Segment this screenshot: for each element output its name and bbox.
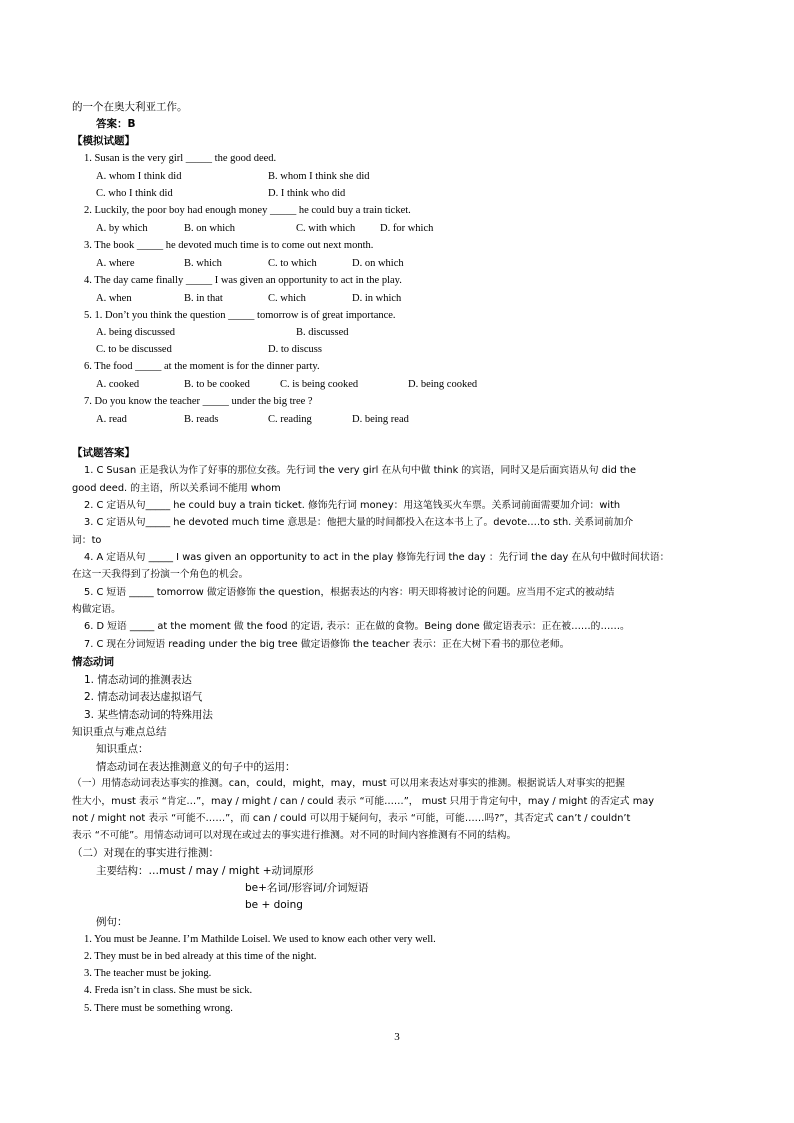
question-stem: 2. Luckily, the poor boy had enough money _____ he could buy a train ticket.	[84, 205, 411, 216]
modal-list-item: 3. 某些情态动词的特殊用法	[84, 709, 213, 721]
question-option: A. read	[96, 414, 127, 425]
mock-exam-header: 【模拟试题】	[72, 135, 135, 147]
question-option: B. whom I think she did	[268, 171, 370, 182]
answer-line: 7. C 现在分词短语 reading under the big tree 做定语修饰 the teacher 表示：正在大树下看书的那位老师。	[84, 639, 570, 650]
answer-line: 4. A 定语从句 _____ I was given an opportunity to act in the play 修饰先行词 the day ：先行词 the day 在从句中做时间状语：	[84, 552, 670, 563]
question-stem: 7. Do you know the teacher _____ under the big tree ?	[84, 396, 313, 407]
question-stem: 5. 1. Don’t you think the question _____ tomorrow is of great importance.	[84, 310, 396, 321]
section-one-line: not / might not 表示 “可能不……”，而 can / could 可以用于疑问句，表示 “可能，可能……吗?”，其否定式 can’t / couldn’t	[72, 813, 631, 824]
page-number: 3	[394, 1031, 400, 1043]
question-option: A. whom I think did	[96, 171, 182, 182]
question-option: C. with which	[296, 223, 356, 234]
question-option: C. is being cooked	[280, 379, 359, 390]
answer-line: 构做定语。	[72, 604, 121, 615]
example-sentence: 2. They must be in bed already at this time of the night.	[84, 951, 317, 962]
question-option: C. to be discussed	[96, 344, 172, 355]
question-option: A. when	[96, 293, 132, 304]
answers-header: 【试题答案】	[72, 447, 135, 459]
question-stem: 1. Susan is the very girl _____ the good deed.	[84, 153, 277, 164]
question-option: D. to discuss	[268, 344, 322, 355]
question-option: D. being cooked	[408, 379, 478, 390]
question-option: D. in which	[352, 293, 402, 304]
question-option: D. for which	[380, 223, 434, 234]
answer-line: 3. C 定语从句_____ he devoted much time 意思是：他把大量的时间都投入在这本书上了。devote….to sth. 关系词前加介	[84, 517, 634, 528]
question-option: A. cooked	[96, 379, 140, 390]
question-option: A. where	[96, 258, 135, 269]
answer-line: 6. D 短语 _____ at the moment 做 the food 的定语, 表示：正在做的食物。Being done 做定语表示：正在被……的……。	[84, 621, 630, 632]
example-sentence: 5. There must be something wrong.	[84, 1003, 233, 1014]
key-point-label: 知识重点：	[96, 743, 149, 755]
section-one-line: 表示 “不可能”。用情态动词可以对现在或过去的事实进行推测。对不同的时间内容推测有不同的结构。	[72, 830, 517, 841]
question-stem: 4. The day came finally _____ I was given an opportunity to act in the play.	[84, 275, 402, 286]
question-option: C. reading	[268, 414, 312, 425]
usage-line: 情态动词在表达推测意义的句子中的运用：	[96, 761, 296, 773]
example-sentence: 1. You must be Jeanne. I’m Mathilde Loisel. We used to know each other very well.	[84, 934, 436, 945]
question-option: A. being discussed	[96, 327, 176, 338]
summary-title: 知识重点与难点总结	[72, 726, 167, 738]
question-option: B. discussed	[296, 327, 349, 338]
structure-label: 主要结构：…must / may / might +动词原形	[96, 865, 314, 877]
structure-alt: be + doing	[245, 899, 303, 911]
answer-line: 1. C Susan 正是我认为作了好事的那位女孩。先行词 the very girl 在从句中做 think 的宾语，同时又是后面宾语从句 did the	[84, 465, 636, 476]
question-option: B. which	[184, 258, 222, 269]
question-option: D. on which	[352, 258, 404, 269]
answer-line: 2. C 定语从句_____ he could buy a train ticket. 修饰先行词 money：用这笔钱买火车票。关系词前面需要加介词：with	[84, 500, 621, 511]
question-option: D. I think who did	[268, 188, 346, 199]
answer-line: 5. C 短语 _____ tomorrow 做定语修饰 the question，根据表达的内容：明天即将被讨论的问题。应当用不定式的被动结	[84, 587, 615, 598]
question-stem: 6. The food _____ at the moment is for the dinner party.	[84, 361, 320, 372]
intro-tail-text: 的一个在奥大利亚工作。	[72, 101, 188, 113]
question-option: C. which	[268, 293, 306, 304]
modal-list-item: 2. 情态动词表达虚拟语气	[84, 691, 203, 703]
answer-line: 词：to	[72, 535, 102, 546]
modal-verbs-title: 情态动词	[72, 656, 114, 668]
section-one-line: 性大小，must 表示 “肯定…”，may / might / can / could 表示 “可能……”， must 只用于肯定句中，may / might 的否定式 may	[72, 796, 655, 807]
question-option: B. on which	[184, 223, 236, 234]
example-sentence: 3. The teacher must be joking.	[84, 968, 212, 979]
section-two-title: （二）对现在的事实进行推测：	[72, 847, 219, 859]
question-option: B. reads	[184, 414, 219, 425]
question-option: A. by which	[96, 223, 148, 234]
structure-alt: be+名词/形容词/介词短语	[245, 882, 369, 894]
question-stem: 3. The book _____ he devoted much time is to come out next month.	[84, 240, 374, 251]
answer-line: 在这一天我得到了扮演一个角色的机会。	[72, 569, 249, 580]
answer-line: good deed. 的主语，所以关系词不能用 whom	[72, 483, 281, 494]
question-option: D. being read	[352, 414, 409, 425]
modal-list-item: 1. 情态动词的推测表达	[84, 674, 192, 686]
section-one-line: （一）用情态动词表达事实的推测。can，could，might，may，must 可以用来表达对事实的推测。根据说话人对事实的把握	[72, 778, 625, 789]
question-option: C. who I think did	[96, 188, 173, 199]
question-option: C. to which	[268, 258, 317, 269]
question-option: B. in that	[184, 293, 223, 304]
intro-answer: 答案：B	[96, 118, 136, 130]
question-option: B. to be cooked	[184, 379, 250, 390]
example-label: 例句：	[96, 916, 128, 928]
example-sentence: 4. Freda isn’t in class. She must be sick.	[84, 985, 253, 996]
